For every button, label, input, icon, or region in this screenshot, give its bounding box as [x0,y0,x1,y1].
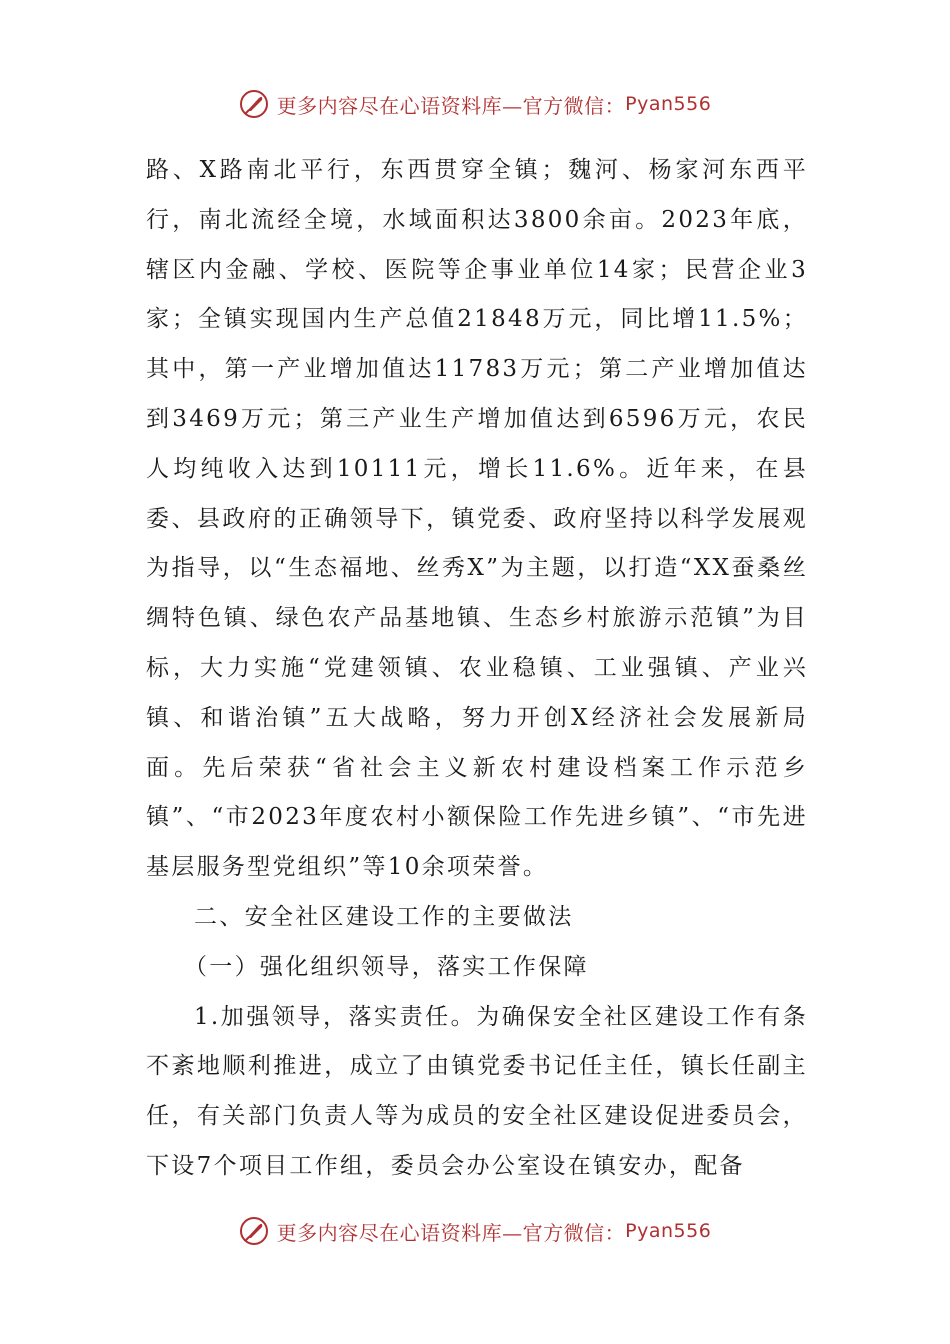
watermark-footer [0,1211,950,1251]
subsection-heading: （一）强化组织领导，落实工作保障 [184,953,589,980]
watermark-text: 更多内容尽在心语资料库—官方微信： [276,1220,626,1245]
watermark-wechat-id: Pyan556 [625,93,712,115]
watermark-header [0,84,950,124]
body-paragraph: 1.加强领导，落实责任。为确保安全社区建设工作有条不紊地顺利推进，成立了由镇党委书记任主任，镇长任副主任，有关部门负责人等为成员的安全社区建设促进委员会，下设7个项目工作组，委员会办公室设在镇安办，配备 [146,1003,808,1179]
section-heading: 二、安全社区建设工作的主要做法 [194,903,574,930]
watermark-text: 更多内容尽在心语资料库—官方微信： [276,93,626,118]
body-paragraph: 路、X路南北平行，东西贯穿全镇；魏河、杨家河东西平行，南北流经全境，水域面积达3800余亩。2023年底，辖区内金融、学校、医院等企事业单位14家；民营企业3家；全镇实现国内生产总值21848万元，同比增11.5%；其中，第一产业增加值达11783万元；第二产业增加值达到3469万元；第三产业生产增加值达到6596万元，农民人均纯收入达到10111元，增长11.6%。近年来，在县委、县政府的正确领导下，镇党委、政府坚持以科学发展观为指导，以“生态福地、丝秀X”为主题，以打造“XX蚕桑丝绸特色镇、绿色农产品基地镇、生态乡村旅游示范镇”为目标，大力实施“党建领镇、农业稳镇、工业强镇、产业兴镇、和谐治镇”五大战略，努力开创X经济社会发展新局面。先后荣获“省社会主义新农村建设档案工作示范乡镇”、“市2023年度农村小额保险工作先进乡镇”、“市先进基层服务型党组织”等10余项荣誉。 [146,157,808,881]
quill-logo-icon [239,89,269,119]
quill-logo-icon [239,1216,269,1246]
document-body [146,146,808,1192]
watermark-wechat-id: Pyan556 [625,1220,712,1242]
